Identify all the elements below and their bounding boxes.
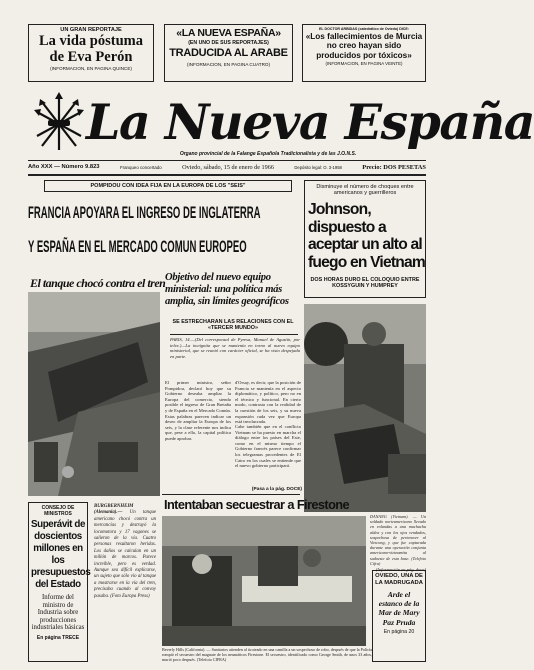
lead-kicker[interactable]: POMPIDOU CON IDEA FIJA EN LA EUROPA DE LOS "SEIS" [44, 180, 292, 192]
ministry-column-2: d'Orsay, es decir, que la posición de Francia se mantenía en el aspecto diplomático, y político, pero no en el técnico y funcional. En cierto modo, contrasta con la realidad de la cuestión de los seis, y su nueva expansión cada vez que Europa está involucrada. [235, 380, 301, 425]
tank-story-dateline: BURGBERNHEIM (Alemania).— [94, 504, 134, 516]
council-subheadline: Informe del ministro de Industria sobre producciones industriales básicas [31, 594, 85, 632]
yoke-and-arrows-emblem-icon [34, 92, 84, 154]
council-kicker: CONSEJO DE MINISTROS [41, 505, 75, 517]
promo-kicker: EL DOCTOR ARBIDAS (catedrático de Oviedo) DICE: [319, 27, 409, 31]
vietnam-deck: DOS HORAS DURO EL COLOQUIO ENTRE KOSSYGUIN Y HUMPREY [310, 277, 420, 290]
firestone-agency: (Telefoto CIFRA) [196, 656, 227, 662]
promo-headline-line-2: TRADUCIDA AL ARABE [169, 47, 288, 59]
promo-headline-line-1: «LA NUEVA ESPAÑA» [176, 27, 281, 39]
promo-note: (INFORMACION, EN PAGINA QUINCE) [50, 66, 132, 71]
promo-note: (INFORMACION, EN PAGINA CUATRO) [186, 62, 271, 67]
lead-headline-line-1: FRANCIA APOYARA EL INGRESO DE INGLATERRA [28, 203, 261, 222]
ministry-continuation-link[interactable]: (Pasa a la pág. DOCE) [251, 487, 302, 492]
vietnam-agency: (Telefoto Cifra) [370, 555, 427, 566]
lead-headline-line-2: Y ESPAÑA EN EL MERCADO COMUN EUROPEO [28, 237, 247, 256]
legal-deposit: Depósito legal: O. 3-1958 [294, 164, 342, 170]
promo-headline-line-1: La vida póstuma [39, 33, 143, 49]
vietnam-soldier-photo [304, 304, 426, 512]
vietnam-headline[interactable]: Johnson, dispuesto a aceptar un alto al fuego en Vietnam [308, 201, 425, 271]
oviedo-headline: Arde el estanco de la Mar de Mary Paz Pruda [378, 590, 420, 627]
promo-box-arabic[interactable] [164, 24, 293, 82]
firestone-caption [162, 648, 372, 662]
ministry-lead-paragraph: PARIS, 14.—(Del corresponsal de Pyresa, Manuel de Agustín, por telex.)—La incógnita que se mantenía en torno al nuevo equipo ministerial, que se reunió con carácter oficial, se ha visto despejada en parte. [170, 337, 300, 359]
promo-subheading: (EN UNO DE SUS REPORTAJES) [188, 40, 269, 46]
dateline-rule-bottom [28, 174, 426, 176]
oviedo-continuation-link[interactable]: En página 20 [383, 628, 415, 635]
promo-note: (INFORMACION, EN PAGINA VEINTE) [325, 60, 403, 66]
masthead-subtitle: Organo provincial de la Falange Española Tradicionalista y de las J.O.N.S. [179, 151, 357, 157]
tank-story-body: Un tanque americano chocó contra un mercancías y destruyó la locomotora y 17 vagones se salieron de la vía. Cuatro personas resultaron heridas. Los daños se calculan en un millón de marcos. Parece increíble, pero es verdad. Aunque sea difícil explicarse, un sujeto que sólo vio al tanque a mostrarse en la vía del tren, precisaba cuando al convoy pasaba. [94, 510, 156, 599]
ministry-deck: SE ESTRECHARAN LAS RELACIONES CON EL «TERCER MUNDO» [172, 319, 294, 332]
firestone-photo [162, 516, 366, 646]
council-continuation-link[interactable]: En página TRECE [36, 634, 80, 641]
lead-headline[interactable] [28, 196, 300, 268]
tank-story-credit: (Foto Europa Press) [110, 593, 150, 599]
promo-headline: «Los fallecimientos de Murcia no creo hayan sido producidos por tóxicos» [305, 32, 423, 60]
ministry-rule [170, 334, 298, 335]
firestone-rule [162, 494, 300, 495]
issue-date: Oviedo, sábado, 15 de enero de 1966 [182, 163, 274, 171]
tank-story [94, 504, 156, 600]
vietnam-info-link[interactable]: (Información en pág. doce) [375, 567, 426, 573]
masthead-title: La Nueva España [86, 93, 534, 151]
firestone-caption-text: Beverly Hills (California). — Sanitarios atienden al tiroteado en una camilla a un sospechoso de robo, después de que la Policía rompió el secuestro del magnate de los neumáticos Firestone. El secuestro, identificado como George Smith, de unos 33 años, murió poco después. [162, 647, 372, 662]
firestone-headline[interactable]: Intentaban secuestrar a Firestone [164, 497, 350, 512]
vietnam-kicker: Disminuye el número de choques entre americanos y guerrilleros [316, 184, 414, 197]
promo-box-eva-peron[interactable] [28, 24, 154, 82]
ministry-column-3: Cabe también que en el conflicto Vietnam se ha puesto en marcha el diálogo entre los países del Este, como en el mismo tiempo el Gobierno francés parece confirmar los telegramas procedentes de El Cairo en los cuales se entiende que el nuevo gobierno participará. [235, 424, 301, 469]
promo-box-murcia[interactable] [302, 24, 426, 82]
train-caption: El tanque chocó contra el tren [30, 276, 166, 290]
promo-headline-line-2: de Eva Perón [49, 49, 133, 65]
price: Precio: DOS PESETAS [362, 163, 426, 171]
vietnam-caption [370, 514, 426, 573]
oviedo-box[interactable] [372, 570, 426, 662]
oviedo-kicker: OVIEDO, UNA DE LA MADRUGADA [375, 573, 423, 586]
council-box[interactable] [28, 502, 91, 662]
vietnam-caption-text: DANANG (Vietnam). — Un soldado norteamericano llevado en volandas a una muchacha aldea y con los ojos vendados, sospechosa de pertenecer al Vietcong, y que fue capturada durante una operación conjunta americano-vietnamita al sudoeste de esta base. [370, 514, 426, 561]
promo-kicker: UN GRAN REPORTAJE [60, 27, 122, 33]
issue-number: Año XXX — Número 9.823 [28, 164, 100, 170]
postage-note: Franqueo concertado [119, 164, 162, 170]
tank-train-photo [28, 292, 160, 496]
ministry-headline[interactable]: Objetivo del nuevo equipo ministerial: una política más amplia, sin límites geográficos [165, 272, 289, 308]
ministry-column-1: El primer ministro, señor Pompidou, declaró hoy que su Gobierno deseaba ampliar la Europa del comercio, siendo posible el ingreso de Gran Bretaña y de España en el Mercado Común. Estas palabras parecen indicar un deseo de ampliar la Europa de los seis, y la clase referente nos indica que, pese a ello, la capital política puede aprobar. [165, 380, 231, 441]
dateline [28, 161, 426, 173]
council-headline: Superávit de doscientos millones en los presupuestos del Estado [31, 519, 91, 590]
